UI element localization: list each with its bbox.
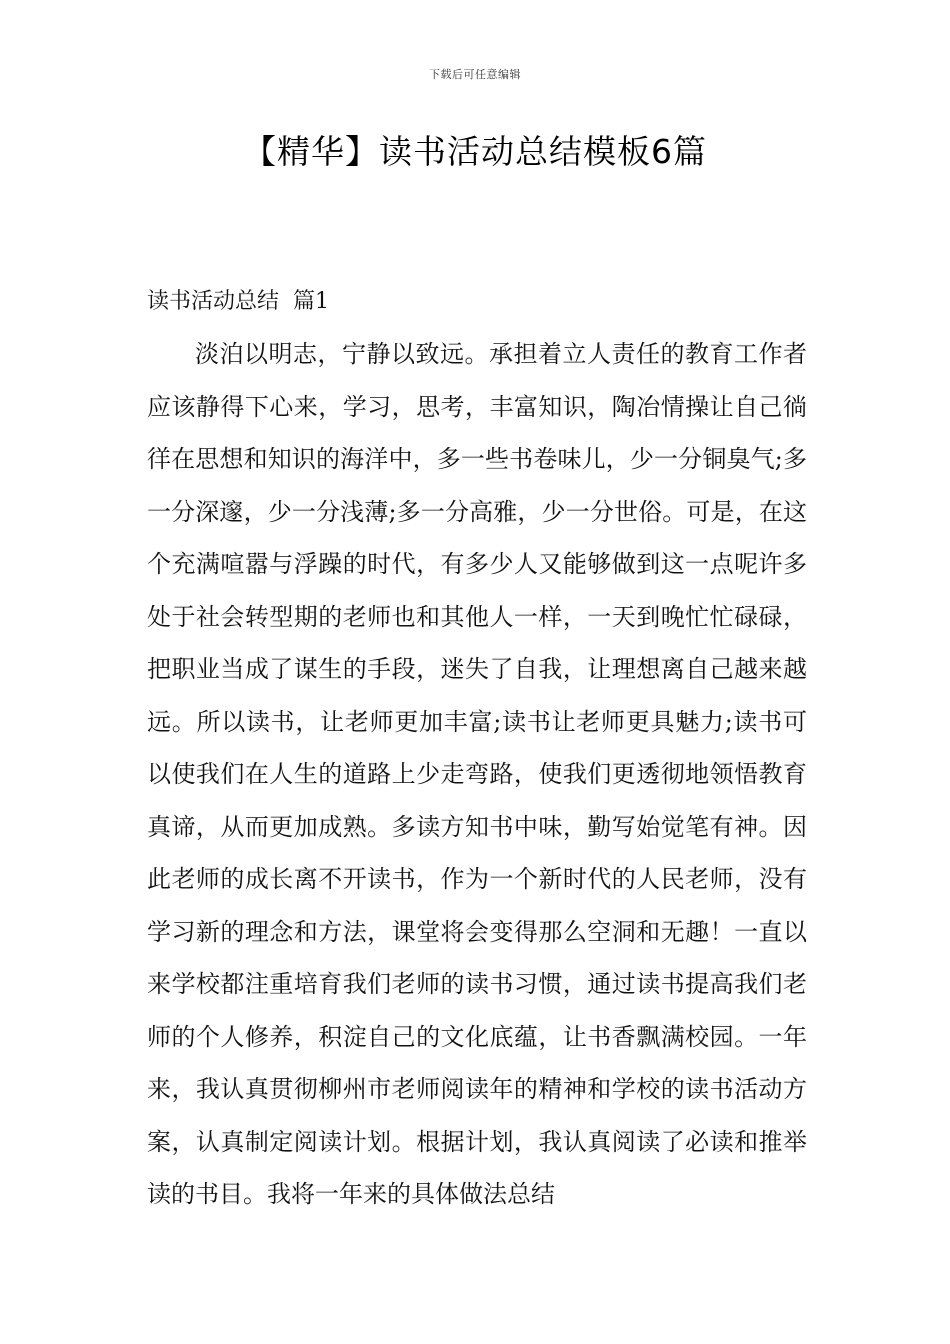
section-spacer [279,289,293,314]
section-heading [147,284,329,315]
header-note: 下载后可任意编辑 [429,68,521,81]
section-number: 篇1 [293,289,330,314]
body-paragraph: 淡泊以明志，宁静以致远。承担着立人责任的教育工作者应该静得下心来，学习，思考，丰富知识，陶冶情操让自己徜徉在思想和知识的海洋中，多一些书卷味儿，少一分铜臭气;多一分深邃，少一分浅薄;多一分高雅，少一分世俗。可是，在这个充满喧嚣与浮躁的时代，有多少人又能够做到这一点呢许多处于社会转型期的老师也和其他人一样，一天到晚忙忙碌碌，把职业当成了谋生的手段，迷失了自我，让理想离自己越来越远。所以读书，让老师更加丰富;读书让老师更具魅力;读书可以使我们在人生的道路上少走弯路，使我们更透彻地领悟教育真谛，从而更加成熟。多读方知书中味，勤写始觉笔有神。因此老师的成长离不开读书，作为一个新时代的人民老师，没有学习新的理念和方法，课堂将会变得那么空洞和无趣！一直以来学校都注重培育我们老师的读书习惯，通过读书提高我们老师的个人修养，积淀自己的文化底蕴，让书香飘满校园。一年来，我认真贯彻柳州市老师阅读年的精神和学校的读书活动方案，认真制定阅读计划。根据计划，我认真阅读了必读和推举读的书目。我将一年来的具体做法总结 [147,340,807,1208]
document-title: 【精华】读书活动总结模板6篇 [243,132,707,171]
section-label: 读书活动总结 [147,289,280,314]
